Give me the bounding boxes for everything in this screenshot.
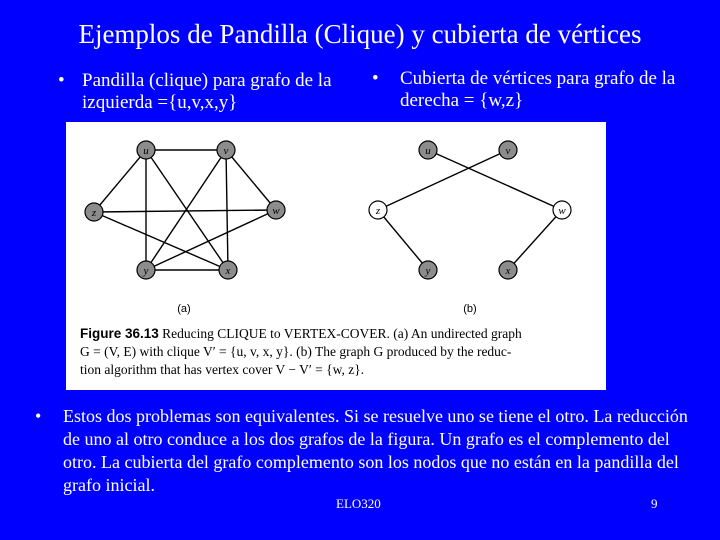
node-label-w: w <box>272 205 280 217</box>
caption-line-1 <box>80 325 600 343</box>
node-label-x: x <box>225 265 231 277</box>
bullet-dot: • <box>35 406 42 426</box>
caption-line-1-text: Reducing CLIQUE to VERTEX-COVER. (a) An undirected graph <box>162 326 522 341</box>
edge-v-w <box>226 150 276 210</box>
graph-b-nodes <box>369 141 571 279</box>
edge-u-z <box>94 150 146 212</box>
graph-a-edges <box>94 150 276 270</box>
graph-figure <box>66 122 606 390</box>
node-label-z: z <box>375 205 381 217</box>
node-label-y: y <box>143 265 149 277</box>
node-label-w: w <box>558 205 566 217</box>
bullet-dot: • <box>372 68 379 89</box>
node-label-v: v <box>505 145 511 157</box>
edge-z-y <box>378 210 428 270</box>
edge-v-z <box>378 150 508 210</box>
bullet-dot: • <box>58 70 65 91</box>
bullet-vertex-cover-text: Cubierta de vértices para grafo de la derecha = {w,z} <box>400 68 676 111</box>
figure-label-a: (a) <box>177 303 191 315</box>
node-label-v: v <box>223 145 229 157</box>
caption-line-2: G = (V, E) with clique V′ = {u, v, x, y}. (b) The graph G produced by the reduc- <box>80 344 512 359</box>
edge-w-x <box>508 210 562 270</box>
edge-z-w <box>94 210 276 212</box>
caption-line-3: tion algorithm that has vertex cover V − V′ = {w, z}. <box>80 362 365 377</box>
figure-label-b: (b) <box>463 303 477 315</box>
node-label-x: x <box>505 265 511 277</box>
figure-caption <box>80 325 600 379</box>
graph-b-edges <box>378 150 562 270</box>
node-label-u: u <box>425 145 431 157</box>
node-label-y: y <box>425 265 431 277</box>
node-label-u: u <box>143 145 149 157</box>
slide-title: Ejemplos de Pandilla (Clique) y cubierta de vértices <box>78 19 642 49</box>
footer-course-code: ELO320 <box>336 496 381 511</box>
graph-b-node-labels <box>375 145 566 277</box>
caption-lead: Figure 36.13 <box>80 326 159 341</box>
bullet-clique-text: Pandilla (clique) para grafo de la izquierda ={u,v,x,y} <box>82 70 332 113</box>
node-label-z: z <box>91 207 97 219</box>
edge-u-w <box>428 150 562 210</box>
bullet-explanation-text: Estos dos problemas son equivalentes. Si se resuelve uno se tiene el otro. La reducción de uno al otro conduce a los dos grafos de la figura. Un grafo es el complemento del otro. La cubierta del grafo complemento son los nodos que no están en la pandilla del grafo inicial. <box>63 406 688 495</box>
footer-page-number: 9 <box>651 496 658 511</box>
